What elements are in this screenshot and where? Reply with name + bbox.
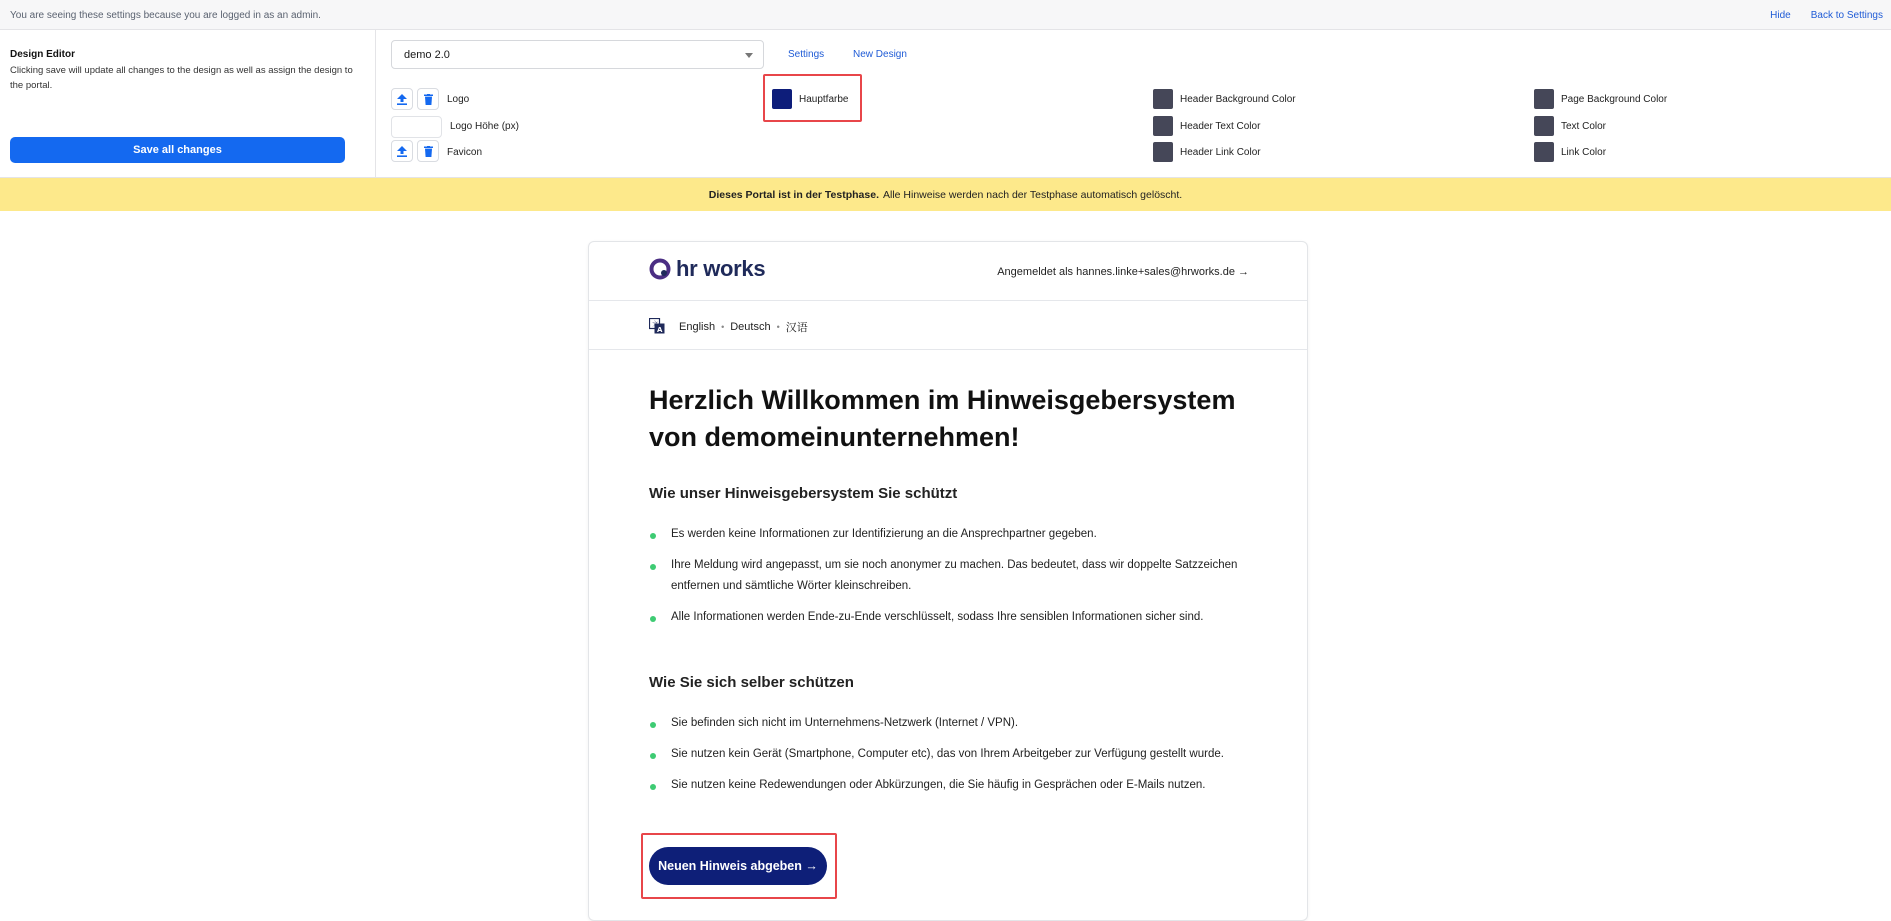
logged-in-as-link[interactable]: Angemeldet als hannes.linke+sales@hrworks.de → [997, 266, 1249, 278]
primary-color-label: Hauptfarbe [799, 94, 849, 105]
link-color-swatch[interactable] [1534, 142, 1554, 162]
page-background-color-swatch[interactable] [1534, 89, 1554, 109]
hrworks-logo-icon [649, 258, 671, 280]
list-item: Alle Informationen werden Ende-zu-Ende verschlüsselt, sodass Ihre sensiblen Informationen sicher sind. [649, 607, 1249, 628]
admin-links [1770, 10, 1883, 21]
upload-icon [397, 94, 407, 105]
welcome-heading: Herzlich Willkommen im Hinweisgebersystem von demomeinunternehmen! [649, 385, 1236, 452]
language-option-chinese[interactable]: 汉语 [785, 322, 808, 334]
logo-height-input[interactable] [391, 116, 442, 138]
upload-icon [397, 146, 407, 157]
test-phase-banner-text: Alle Hinweise werden nach der Testphase automatisch gelöscht. [882, 188, 1183, 201]
favicon-label: Favicon [447, 147, 483, 158]
system-protection-list [649, 524, 1249, 638]
header-background-color-label: Header Background Color [1180, 94, 1296, 105]
language-option-english[interactable]: English [679, 321, 716, 333]
language-switcher [589, 301, 1307, 350]
trash-icon [424, 146, 433, 157]
translate-icon [649, 318, 665, 334]
back-to-settings-link[interactable]: Back to Settings [1810, 10, 1883, 21]
self-protection-list [649, 713, 1249, 806]
svg-text:文: 文 [652, 321, 659, 328]
new-design-link[interactable]: New Design [853, 49, 907, 60]
delete-logo-button[interactable] [417, 88, 439, 110]
admin-notice-bar [0, 0, 1891, 30]
header-link-color-swatch[interactable] [1153, 142, 1173, 162]
test-phase-banner-bold: Dieses Portal ist in der Testphase. [708, 188, 879, 201]
language-options [679, 319, 808, 335]
separator-dot: • [721, 322, 725, 332]
primary-color-swatch[interactable] [772, 89, 792, 109]
header-text-color-swatch[interactable] [1153, 116, 1173, 136]
delete-favicon-button[interactable] [417, 140, 439, 162]
section-title-system-protection: Wie unser Hinweisgebersystem Sie schützt [649, 485, 958, 502]
design-editor-description: Clicking save will update all changes to the design as well as assign the design to the portal. [10, 65, 353, 91]
portal-card [588, 241, 1308, 921]
hide-link[interactable]: Hide [1770, 10, 1791, 21]
design-editor-title: Design Editor [10, 49, 76, 60]
design-editor-sidebar [0, 30, 376, 178]
text-color-label: Text Color [1561, 121, 1607, 132]
page-background-color-label: Page Background Color [1561, 94, 1668, 105]
hrworks-logo[interactable] [649, 256, 765, 282]
logo-height-label: Logo Höhe (px) [450, 121, 519, 132]
upload-favicon-button[interactable] [391, 140, 413, 162]
header-background-color-swatch[interactable] [1153, 89, 1173, 109]
logo-label: Logo [447, 94, 470, 105]
header-text-color-label: Header Text Color [1180, 121, 1261, 132]
header-link-color-label: Header Link Color [1180, 147, 1261, 158]
trash-icon [424, 94, 433, 105]
design-editor-panel [0, 30, 1891, 178]
section-title-self-protection: Wie Sie sich selber schützen [649, 674, 854, 691]
language-option-deutsch[interactable]: Deutsch [730, 321, 771, 333]
portal-header [589, 242, 1307, 301]
chevron-down-icon [745, 53, 753, 58]
settings-link[interactable]: Settings [788, 49, 825, 60]
separator-dot: • [776, 322, 780, 332]
list-item: Sie nutzen keine Redewendungen oder Abkürzungen, die Sie häufig in Gesprächen oder E-Mails nutzen. [649, 775, 1249, 796]
save-all-changes-button[interactable]: Save all changes [10, 137, 345, 163]
design-select[interactable] [391, 40, 764, 69]
link-color-label: Link Color [1561, 147, 1607, 158]
list-item: Ihre Meldung wird angepasst, um sie noch anonymer zu machen. Das bedeutet, dass wir doppelte Satzzeichen entfernen und sämtliche Wörter kleinschreiben. [649, 555, 1249, 597]
admin-notice-text: You are seeing these settings because you are logged in as an admin. [10, 10, 321, 21]
list-item: Sie befinden sich nicht im Unternehmens-Netzwerk (Internet / VPN). [649, 713, 1249, 734]
list-item: Es werden keine Informationen zur Identifizierung an die Ansprechpartner gegeben. [649, 524, 1249, 545]
text-color-swatch[interactable] [1534, 116, 1554, 136]
upload-logo-button[interactable] [391, 88, 413, 110]
design-select-value: demo 2.0 [404, 48, 450, 61]
list-item: Sie nutzen kein Gerät (Smartphone, Computer etc), das von Ihrem Arbeitgeber zur Verfügung gestellt wurde. [649, 744, 1249, 765]
new-report-button[interactable]: Neuen Hinweis abgeben → [649, 847, 827, 885]
test-phase-banner [0, 178, 1891, 211]
svg-text:A: A [657, 326, 663, 334]
brand-name: hr works [676, 256, 766, 281]
